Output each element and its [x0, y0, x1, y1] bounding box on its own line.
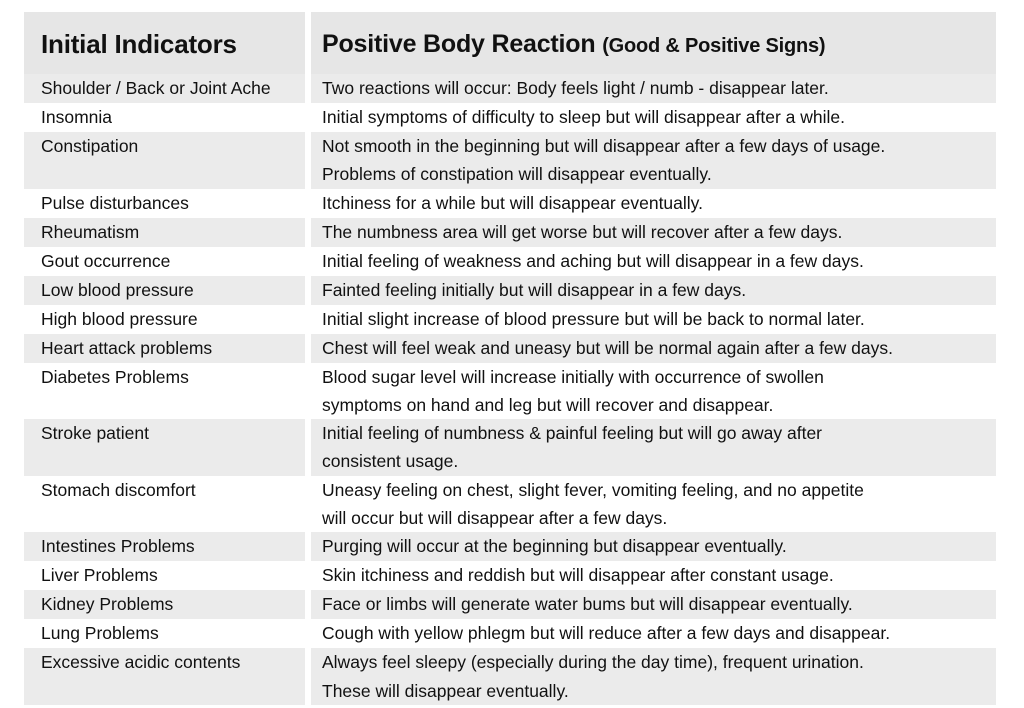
- reaction-cell: [311, 103, 996, 132]
- indicator-cell: Intestines Problems: [24, 532, 305, 561]
- indicator-cell: Stroke patient: [24, 419, 305, 476]
- reaction-line: Initial slight increase of blood pressure but will be back to normal later.: [322, 308, 865, 329]
- table-row: [24, 648, 996, 705]
- header-sub-label: (Good & Positive Signs): [602, 35, 826, 57]
- indicators-table: [24, 12, 996, 705]
- indicator-cell: Heart attack problems: [24, 334, 305, 363]
- reaction-cell: [311, 561, 996, 590]
- reaction-line: Initial feeling of weakness and aching but will disappear in a few days.: [322, 250, 864, 271]
- reaction-cell: [311, 132, 996, 189]
- reaction-line: consistent usage.: [322, 451, 459, 472]
- indicator-cell: Constipation: [24, 132, 305, 189]
- table-row: [24, 419, 996, 476]
- reaction-line: Cough with yellow phlegm but will reduce after a few days and disappear.: [322, 623, 891, 644]
- table-row: [24, 561, 996, 590]
- table-row: [24, 532, 996, 561]
- indicator-cell: Lung Problems: [24, 619, 305, 648]
- reaction-line: symptoms on hand and leg but will recover and disappear.: [322, 394, 774, 415]
- reaction-cell: [311, 305, 996, 334]
- indicator-cell: Stomach discomfort: [24, 476, 305, 533]
- indicator-cell: Low blood pressure: [24, 276, 305, 305]
- table-row: [24, 103, 996, 132]
- reaction-line: Initial feeling of numbness & painful feeling but will go away after: [322, 423, 823, 444]
- table-row: [24, 247, 996, 276]
- reaction-cell: [311, 532, 996, 561]
- reaction-cell: [311, 334, 996, 363]
- indicator-cell: Rheumatism: [24, 218, 305, 247]
- reaction-line: Skin itchiness and reddish but will disappear after constant usage.: [322, 565, 834, 586]
- table-row: [24, 476, 996, 533]
- reaction-line: Face or limbs will generate water bums but will disappear eventually.: [322, 594, 853, 615]
- reaction-cell: [311, 189, 996, 218]
- reaction-line: will occur but will disappear after a few days.: [322, 508, 668, 529]
- reaction-line: Not smooth in the beginning but will disappear after a few days of usage.: [322, 136, 886, 156]
- reaction-line: The numbness area will get worse but will recover after a few days.: [322, 221, 843, 242]
- indicator-cell: Insomnia: [24, 103, 305, 132]
- table-row: [24, 619, 996, 648]
- reaction-cell: [311, 590, 996, 619]
- header-positive-body-reaction: [311, 12, 996, 74]
- reaction-cell: [311, 419, 996, 476]
- reaction-line: Two reactions will occur: Body feels light / numb - disappear later.: [322, 78, 829, 98]
- table-row: [24, 305, 996, 334]
- header-initial-indicators: Initial Indicators: [24, 12, 305, 74]
- table-row: [24, 276, 996, 305]
- indicator-cell: Excessive acidic contents: [24, 648, 305, 705]
- reaction-line: Initial symptoms of difficulty to sleep but will disappear after a while.: [322, 107, 845, 127]
- table-row: [24, 218, 996, 247]
- reaction-cell: [311, 74, 996, 103]
- reaction-cell: [311, 648, 996, 705]
- indicator-cell: High blood pressure: [24, 305, 305, 334]
- table-row: [24, 132, 996, 189]
- reaction-line: Problems of constipation will disappear eventually.: [322, 164, 712, 185]
- reaction-line: Blood sugar level will increase initially with occurrence of swollen: [322, 366, 824, 387]
- reaction-cell: [311, 247, 996, 276]
- indicator-cell: Liver Problems: [24, 561, 305, 590]
- indicator-cell: Gout occurrence: [24, 247, 305, 276]
- table-body: [24, 74, 996, 705]
- table-row: [24, 590, 996, 619]
- table-row: [24, 334, 996, 363]
- reaction-cell: [311, 276, 996, 305]
- reaction-line: These will disappear eventually.: [322, 680, 569, 701]
- reaction-line: Fainted feeling initially but will disappear in a few days.: [322, 279, 747, 300]
- reaction-cell: [311, 476, 996, 533]
- reaction-line: Uneasy feeling on chest, slight fever, vomiting feeling, and no appetite: [322, 479, 864, 500]
- reaction-line: Purging will occur at the beginning but disappear eventually.: [322, 536, 787, 557]
- indicator-cell: Pulse disturbances: [24, 189, 305, 218]
- indicator-cell: Kidney Problems: [24, 590, 305, 619]
- header-main-label: Positive Body Reaction: [322, 30, 596, 58]
- reaction-cell: [311, 218, 996, 247]
- reaction-line: Always feel sleepy (especially during the day time), frequent urination.: [322, 652, 864, 673]
- table-row: [24, 363, 996, 420]
- reaction-line: Chest will feel weak and uneasy but will be normal again after a few days.: [322, 337, 893, 358]
- reaction-line: Itchiness for a while but will disappear eventually.: [322, 192, 703, 213]
- table-header: [24, 12, 996, 74]
- indicator-cell: Diabetes Problems: [24, 363, 305, 420]
- table-row: [24, 189, 996, 218]
- table-row: [24, 74, 996, 103]
- reaction-cell: [311, 619, 996, 648]
- reaction-cell: [311, 363, 996, 420]
- indicator-cell: Shoulder / Back or Joint Ache: [24, 74, 305, 103]
